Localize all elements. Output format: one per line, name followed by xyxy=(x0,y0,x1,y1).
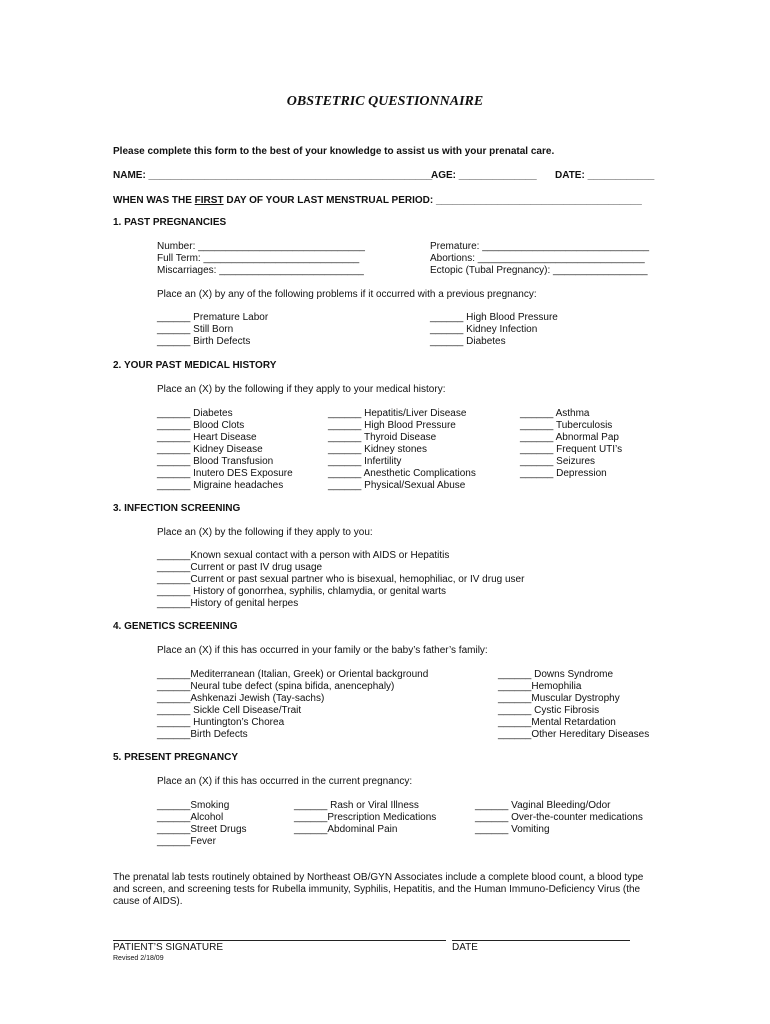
present-col1 xyxy=(157,800,247,848)
checklist-item[interactable]: ______ Over-the-counter medications xyxy=(475,812,643,823)
checklist-item[interactable]: ______ Diabetes xyxy=(157,408,233,419)
ectopic-field[interactable]: Ectopic (Tubal Pregnancy): _________________ xyxy=(430,265,648,276)
checklist-item[interactable]: ______Abdominal Pain xyxy=(294,824,398,835)
checklist-item[interactable]: ______ Kidney Disease xyxy=(157,444,263,455)
checklist-item[interactable]: ______Fever xyxy=(157,836,216,847)
medical-history-instruction: Place an (X) by the following if they apply to your medical history: xyxy=(157,384,446,395)
checklist-item[interactable]: ______ Depression xyxy=(520,468,607,479)
signature-date-label: DATE xyxy=(452,942,478,953)
checklist-item[interactable]: ______ Diabetes xyxy=(430,336,506,347)
name-field[interactable]: NAME: ___________________________________________________ xyxy=(113,170,433,181)
checklist-item[interactable]: ______ Abnormal Pap xyxy=(520,432,619,443)
medical-history-col3 xyxy=(520,408,622,480)
present-col2 xyxy=(294,800,436,836)
checklist-item[interactable]: ______ Anesthetic Complications xyxy=(328,468,476,479)
past-problems-left xyxy=(157,312,268,348)
checklist-item[interactable]: ______ Still Born xyxy=(157,324,234,335)
checklist-item[interactable]: ______Known sexual contact with a person with AIDS or Hepatitis xyxy=(157,550,450,561)
checklist-item[interactable]: ______ Sickle Cell Disease/Trait xyxy=(157,705,302,716)
infection-items xyxy=(157,550,524,610)
past-pregnancies-right-fields xyxy=(430,241,649,277)
checklist-item[interactable]: ______Hemophilia xyxy=(498,681,582,692)
section-medical-history-heading: 2. YOUR PAST MEDICAL HISTORY xyxy=(113,360,277,371)
checklist-item[interactable]: ______Current or past sexual partner who is bisexual, hemophiliac, or IV drug user xyxy=(157,574,525,585)
checklist-item[interactable]: ______ Cystic Fibrosis xyxy=(498,705,600,716)
checklist-item[interactable]: ______ Heart Disease xyxy=(157,432,257,443)
genetics-left xyxy=(157,669,428,741)
miscarriages-field[interactable]: Miscarriages: __________________________ xyxy=(157,265,364,276)
past-pregnancies-instruction: Place an (X) by any of the following problems if it occurred with a previous pregnancy: xyxy=(157,289,537,300)
checklist-item[interactable]: ______Street Drugs xyxy=(157,824,247,835)
checklist-item[interactable]: ______ Vomiting xyxy=(475,824,550,835)
checklist-item[interactable]: ______ High Blood Pressure xyxy=(328,420,456,431)
checklist-item[interactable]: ______ Huntington’s Chorea xyxy=(157,717,285,728)
checklist-item[interactable]: ______Muscular Dystrophy xyxy=(498,693,620,704)
checklist-item[interactable]: ______ Vaginal Bleeding/Odor xyxy=(475,800,611,811)
signature-line[interactable] xyxy=(113,940,446,941)
age-field[interactable]: AGE: ______________ xyxy=(431,170,537,181)
checklist-item[interactable]: ______ Thyroid Disease xyxy=(328,432,437,443)
lab-tests-note xyxy=(113,872,643,908)
page-title: OBSTETRIC QUESTIONNAIRE xyxy=(286,94,484,109)
checklist-item[interactable]: ______Mediterranean (Italian, Greek) or Oriental background xyxy=(157,669,429,680)
lmp-after: DAY OF YOUR LAST MENSTRUAL PERIOD: _____________________________________ xyxy=(223,195,642,206)
checklist-item[interactable]: ______ High Blood Pressure xyxy=(430,312,558,323)
checklist-item[interactable]: ______Other Hereditary Diseases xyxy=(498,729,650,740)
past-pregnancies-left-fields xyxy=(157,241,365,277)
abortions-field[interactable]: Abortions: ______________________________ xyxy=(430,253,645,264)
section-past-pregnancies-heading: 1. PAST PREGNANCIES xyxy=(113,217,227,228)
section-genetics-heading: 4. GENETICS SCREENING xyxy=(113,621,238,632)
medical-history-col2 xyxy=(328,408,476,492)
revision-date: Revised 2/18/09 xyxy=(113,955,164,962)
premature-field[interactable]: Premature: ______________________________ xyxy=(430,241,650,252)
checklist-item[interactable]: ______Mental Retardation xyxy=(498,717,616,728)
checklist-item[interactable]: ______ Downs Syndrome xyxy=(498,669,614,680)
checklist-item[interactable]: ______ History of gonorrhea, syphilis, chlamydia, or genital warts xyxy=(157,586,447,597)
lmp-before: WHEN WAS THE xyxy=(113,195,195,206)
lab-note-line: The prenatal lab tests routinely obtained by Northeast OB/GYN Associates include a complete blood count, a blood type xyxy=(113,872,644,883)
checklist-item[interactable]: ______Neural tube defect (spina bifida, anencephaly) xyxy=(157,681,395,692)
checklist-item[interactable]: ______ Physical/Sexual Abuse xyxy=(328,480,466,491)
past-problems-right xyxy=(430,312,558,348)
checklist-item[interactable]: ______ Inutero DES Exposure xyxy=(157,468,293,479)
genetics-instruction: Place an (X) if this has occurred in your family or the baby’s father’s family: xyxy=(157,645,488,656)
date-field[interactable]: DATE: ____________ xyxy=(555,170,655,181)
checklist-item[interactable]: ______ Blood Clots xyxy=(157,420,245,431)
checklist-item[interactable]: ______Ashkenazi Jewish (Tay-sachs) xyxy=(157,693,325,704)
present-pregnancy-instruction: Place an (X) if this has occurred in the current pregnancy: xyxy=(157,776,413,787)
checklist-item[interactable]: ______ Tuberculosis xyxy=(520,420,613,431)
checklist-item[interactable]: ______ Rash or Viral Illness xyxy=(294,800,419,811)
lab-note-line: cause of AIDS). xyxy=(113,896,183,907)
lab-note-line: and screen, and screening tests for Rubella immunity, Syphilis, Hepatitis, and the Human Immuno-Deficiency Virus (the xyxy=(113,884,641,895)
checklist-item[interactable]: ______ Seizures xyxy=(520,456,596,467)
checklist-item[interactable]: ______Alcohol xyxy=(157,812,224,823)
present-col3 xyxy=(475,800,643,836)
checklist-item[interactable]: ______Current or past IV drug usage xyxy=(157,562,323,573)
checklist-item[interactable]: ______Prescription Medications xyxy=(294,812,437,823)
section-infection-heading: 3. INFECTION SCREENING xyxy=(113,503,241,514)
infection-instruction: Place an (X) by the following if they apply to you: xyxy=(157,527,373,538)
checklist-item[interactable]: ______ Birth Defects xyxy=(157,336,251,347)
section-present-pregnancy-heading: 5. PRESENT PREGNANCY xyxy=(113,752,239,763)
intro-text: Please complete this form to the best of your knowledge to assist us with your prenatal care. xyxy=(113,146,555,157)
checklist-item[interactable]: ______Smoking xyxy=(157,800,230,811)
patient-signature-label: PATIENT’S SIGNATURE xyxy=(113,942,224,953)
checklist-item[interactable]: ______ Infertility xyxy=(328,456,402,467)
checklist-item[interactable]: ______ Kidney Infection xyxy=(430,324,538,335)
checklist-item[interactable]: ______ Blood Transfusion xyxy=(157,456,274,467)
checklist-item[interactable]: ______ Frequent UTI’s xyxy=(520,444,623,455)
checklist-item[interactable]: ______Birth Defects xyxy=(157,729,248,740)
full-term-field[interactable]: Full Term: ____________________________ xyxy=(157,253,360,264)
checklist-item[interactable]: ______ Kidney stones xyxy=(328,444,427,455)
checklist-item[interactable]: ______ Migraine headaches xyxy=(157,480,284,491)
lmp-question[interactable] xyxy=(113,195,642,206)
checklist-item[interactable]: ______ Asthma xyxy=(520,408,590,419)
checklist-item[interactable]: ______History of genital herpes xyxy=(157,598,299,609)
genetics-right xyxy=(498,669,649,741)
checklist-item[interactable]: ______ Hepatitis/Liver Disease xyxy=(328,408,467,419)
checklist-item[interactable]: ______ Premature Labor xyxy=(157,312,269,323)
lmp-emphasis: FIRST xyxy=(194,195,224,206)
number-field[interactable]: Number: ______________________________ xyxy=(157,241,365,252)
medical-history-col1 xyxy=(157,408,293,492)
signature-date-line[interactable] xyxy=(452,940,630,941)
